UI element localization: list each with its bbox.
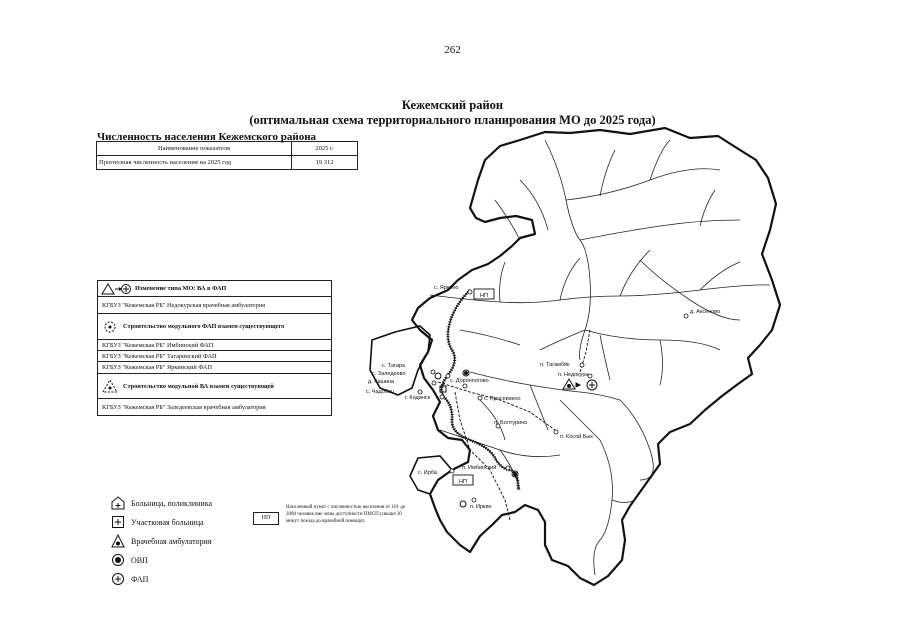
np-badge-2-text: НП — [459, 479, 467, 485]
indicator-name: Прогнозная численность населения на 2025 год — [97, 156, 292, 170]
label-kodinsk: г. Кодинск — [405, 395, 431, 401]
facility-name: КГБУЗ "Кежемская РБ" Заледеевская врачебная амбулатория — [102, 403, 266, 411]
label-irkin: п. Иркин — [470, 504, 492, 510]
label-bolturino: п. Болтурино — [494, 420, 528, 426]
header-year: 2025 г. — [292, 142, 358, 156]
label-kosoy-byk: п. Косой Бык — [560, 434, 593, 440]
np-badge-1-text: НП — [480, 293, 488, 299]
map-title: Кежемский район — [401, 98, 504, 112]
facility-name: КГБУЗ "Кежемская РБ" Яркинский ФАП — [102, 364, 212, 371]
arrow-icon — [576, 383, 580, 387]
settlement-labels — [366, 285, 720, 510]
ambulatory-marker-dot — [568, 385, 571, 388]
type-change-label: Изменение типа МО: ВА в ФАП — [135, 285, 227, 292]
label-kashina: д. Кашина — [368, 379, 395, 385]
legend-ovp-label: ОВП — [131, 555, 148, 565]
np-badges — [453, 289, 497, 485]
enclave-boundaries — [370, 326, 452, 494]
facility-name: КГБУЗ "Кежемская РБ" Тагаринский ФАП — [102, 352, 217, 360]
label-chadobets: с. Чадобец — [366, 389, 395, 395]
zone-description: Населенный пункт с численностью населения от 101 до 2000 человек вне зоны доступности ПМСП (свыше 30 минут поезда до врачебной помощи) — [286, 505, 406, 524]
legend-fap-label: ФАП — [131, 574, 149, 584]
facility-name: КГБУЗ "Кежемская РБ" Имбинский ФАП — [102, 341, 214, 349]
indicator-value: 19 312 — [292, 156, 358, 170]
district-boundary — [412, 128, 780, 585]
label-irba: с. Ирба — [418, 470, 437, 476]
population-heading: Численность населения Кежемского района — [97, 131, 317, 143]
settlement-markers — [418, 290, 688, 502]
fap-marker-icon — [435, 373, 441, 379]
label-aksenovo: д. Аксеново — [690, 309, 721, 315]
label-zaledeevo: с. Заледеево — [372, 371, 406, 377]
label-tagara: с. Тагара — [382, 363, 406, 369]
label-tagamby: п. Тагамбйк — [540, 362, 570, 368]
label-nedokura: п. Недокура — [558, 372, 589, 378]
zone-badge: НП — [253, 512, 279, 525]
fap-marker-icon — [460, 501, 466, 507]
va-build-label: Строительство модульной ВА взамен существующей — [123, 382, 274, 390]
page-number: 262 — [444, 44, 461, 56]
label-yarkino: с. Яркино — [434, 285, 459, 291]
legend-ambulatory-label: Врачебная амбулатория — [131, 536, 212, 546]
label-imbinsky: п. Имбинский — [462, 465, 497, 471]
legend-district-hospital-label: Участковая больница — [131, 517, 204, 527]
fap-build-label: Строительство модульного ФАП взамен существующего — [123, 323, 285, 330]
header-indicator: Наименование показателя — [97, 142, 292, 156]
map-subtitle: (оптимальная схема территориального планирования МО до 2025 года) — [249, 113, 656, 127]
legend-hospital-label: Больница, поликлиника — [131, 498, 213, 508]
label-prospihino: с. Проспихино — [484, 396, 521, 402]
facility-name: КГБУЗ "Кежемская РБ" Недокурская врачебная амбулатория — [102, 301, 265, 309]
label-doronpogovo: с. Доронпогово — [450, 378, 489, 384]
